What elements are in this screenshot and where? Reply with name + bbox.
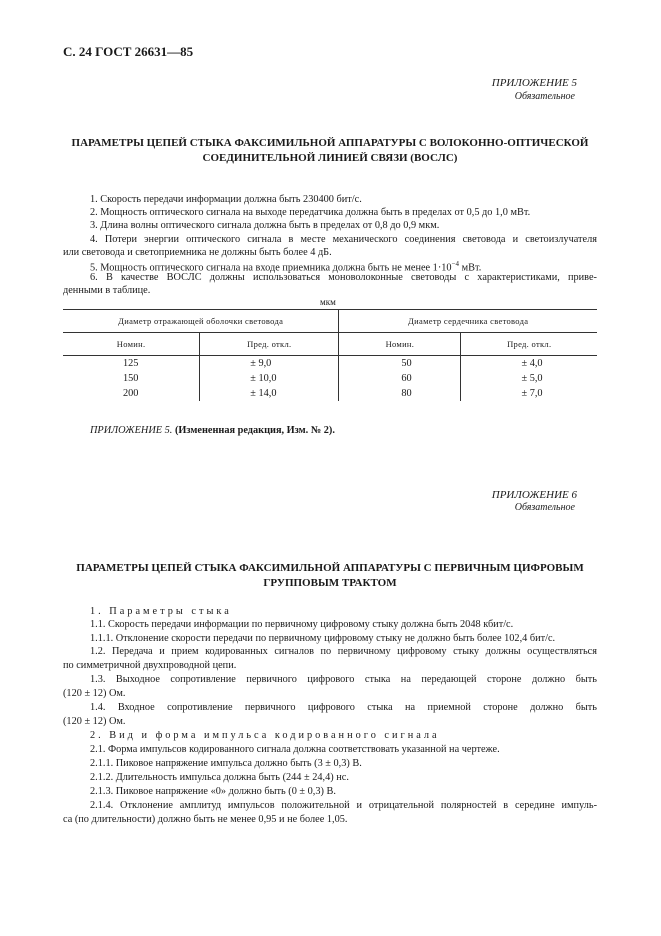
annex-6-line: 1.2. Передача и прием кодированных сигналов по первичному цифровому стыку должны осуществляться	[90, 646, 597, 657]
annex-5-status: Обязательное	[514, 91, 575, 102]
annex-6-label: ПРИЛОЖЕНИЕ 6	[491, 489, 577, 501]
table-row	[63, 356, 597, 372]
annex-6-line: 2. Вид и форма импульса кодированного сигнала	[90, 730, 440, 741]
table-group-header: Диаметр отражающей оболочки световода	[63, 310, 339, 333]
annex-6-line: 1.1. Скорость передачи информации по первичному цифровому стыку должна быть 2048 кбит/с.	[90, 619, 514, 630]
table-cell: ± 5,0	[461, 371, 597, 386]
amendment-note-text: (Измененная редакция, Изм. № 2).	[172, 425, 335, 436]
annex-5-item-3: 3. Длина волны оптического сигнала должна быть в пределах от 0,8 до 0,9 мкм.	[90, 220, 440, 231]
annex-6-line: 2.1.3. Пиковое напряжение «0» должно быть (0 ± 0,3) В.	[90, 786, 336, 797]
annex-6-line: са (по длительности) должно быть не менее 0,95 и не более 1,05.	[63, 814, 348, 825]
table-group-header: Диаметр сердечника световода	[339, 310, 597, 333]
table-unit: мкм	[320, 297, 336, 307]
table-sub-header: Номин.	[339, 333, 461, 356]
table-sub-header: Пред. откл.	[461, 333, 597, 356]
table-group-header-row	[63, 310, 597, 333]
page-header: С. 24 ГОСТ 26631—85	[63, 44, 194, 59]
annex-5-item-4: 4. Потери энергии оптического сигнала в месте механического соединения световода и светоизлучателя	[90, 234, 597, 245]
table-cell: 80	[339, 386, 461, 401]
table-cell: ± 4,0	[461, 356, 597, 372]
table-cell: ± 9,0	[200, 356, 339, 372]
annex-6-line: 1. Параметры стыка	[90, 606, 232, 617]
annex-6-line: 2.1.1. Пиковое напряжение импульса должно быть (3 ± 0,3) В.	[90, 758, 362, 769]
annex-6-line: (120 ± 12) Ом.	[63, 688, 126, 699]
annex-5-item-2: 2. Мощность оптического сигнала на выходе передатчика должна быть в пределах от 0,5 до 1,0 мВт.	[90, 207, 531, 218]
table-sub-header-row	[63, 333, 597, 356]
annex-5-item-4-cont: или световода и светоприемника не должны быть более 4 дБ.	[63, 247, 332, 258]
table-sub-header: Номин.	[63, 333, 200, 356]
annex-6-line: 2.1.2. Длительность импульса должна быть (244 ± 24,4) нс.	[90, 772, 349, 783]
amendment-note-annex: ПРИЛОЖЕНИЕ 5.	[90, 425, 173, 436]
annex-5-item-6: 6. В качестве ВОСЛС должны использоваться моноволоконные световоды с характеристиками, приве-	[90, 272, 597, 283]
table-cell: 125	[123, 358, 139, 369]
annex-6-line: по симметричной двухпроводной цепи.	[63, 660, 237, 671]
annex-5-amendment-note	[90, 424, 335, 438]
annex-5-title: ПАРАМЕТРЫ ЦЕПЕЙ СТЫКА ФАКСИМИЛЬНОЙ АППАРАТУРЫ С ВОЛОКОННО-ОПТИЧЕСКОЙ СОЕДИНИТЕЛЬНОЙ ЛИНИЕЙ СВЯЗИ (ВОСЛС)	[71, 137, 589, 164]
table-cell: ± 10,0	[200, 371, 339, 386]
table-row	[63, 386, 597, 401]
annex-6-line: 2.1. Форма импульсов кодированного сигнала должна соответствовать указанной на чертеже.	[90, 744, 500, 755]
table-row	[63, 371, 597, 386]
annex-5-item-5-text: 5. Мощность оптического сигнала на входе приемника должна быть не менее 1·10	[90, 262, 452, 274]
fiber-parameters-table	[63, 309, 597, 401]
annex-5-item-6-cont: денными в таблице.	[63, 285, 151, 296]
annex-5-item-1: 1. Скорость передачи информации должна быть 230400 бит/с.	[90, 194, 362, 205]
table-cell: 60	[339, 371, 461, 386]
annex-6-line: (120 ± 12) Ом.	[63, 716, 126, 727]
table-cell: 50	[339, 356, 461, 372]
table-cell: 150	[123, 373, 139, 384]
annex-6-line: 1.1.1. Отклонение скорости передачи по первичному цифровому стыку не должно быть более 102,4 бит/с.	[90, 633, 556, 644]
annex-5-item-5-unit: мВт.	[459, 262, 482, 274]
annex-6-line: 2.1.4. Отклонение амплитуд импульсов положительной и отрицательной полярностей в середине импуль-	[90, 800, 597, 811]
annex-6-title: ПАРАМЕТРЫ ЦЕПЕЙ СТЫКА ФАКСИМИЛЬНОЙ АППАРАТУРЫ С ПЕРВИЧНЫМ ЦИФРОВЫМ ГРУППОВЫМ ТРАКТОМ	[76, 562, 584, 589]
annex-5-label: ПРИЛОЖЕНИЕ 5	[491, 77, 577, 89]
table-sub-header: Пред. откл.	[200, 333, 339, 356]
table-cell: ± 7,0	[461, 386, 597, 401]
table-cell: 200	[123, 388, 139, 399]
annex-5-item-5-exponent: −4	[451, 260, 460, 268]
annex-6-line: 1.4. Входное сопротивление первичного цифрового стыка на приемной стороне должно быть	[90, 702, 597, 713]
table-cell: ± 14,0	[200, 386, 339, 401]
annex-6-status: Обязательное	[514, 502, 575, 513]
annex-6-line: 1.3. Выходное сопротивление первичного цифрового стыка на передающей стороне должно быть	[90, 674, 597, 685]
